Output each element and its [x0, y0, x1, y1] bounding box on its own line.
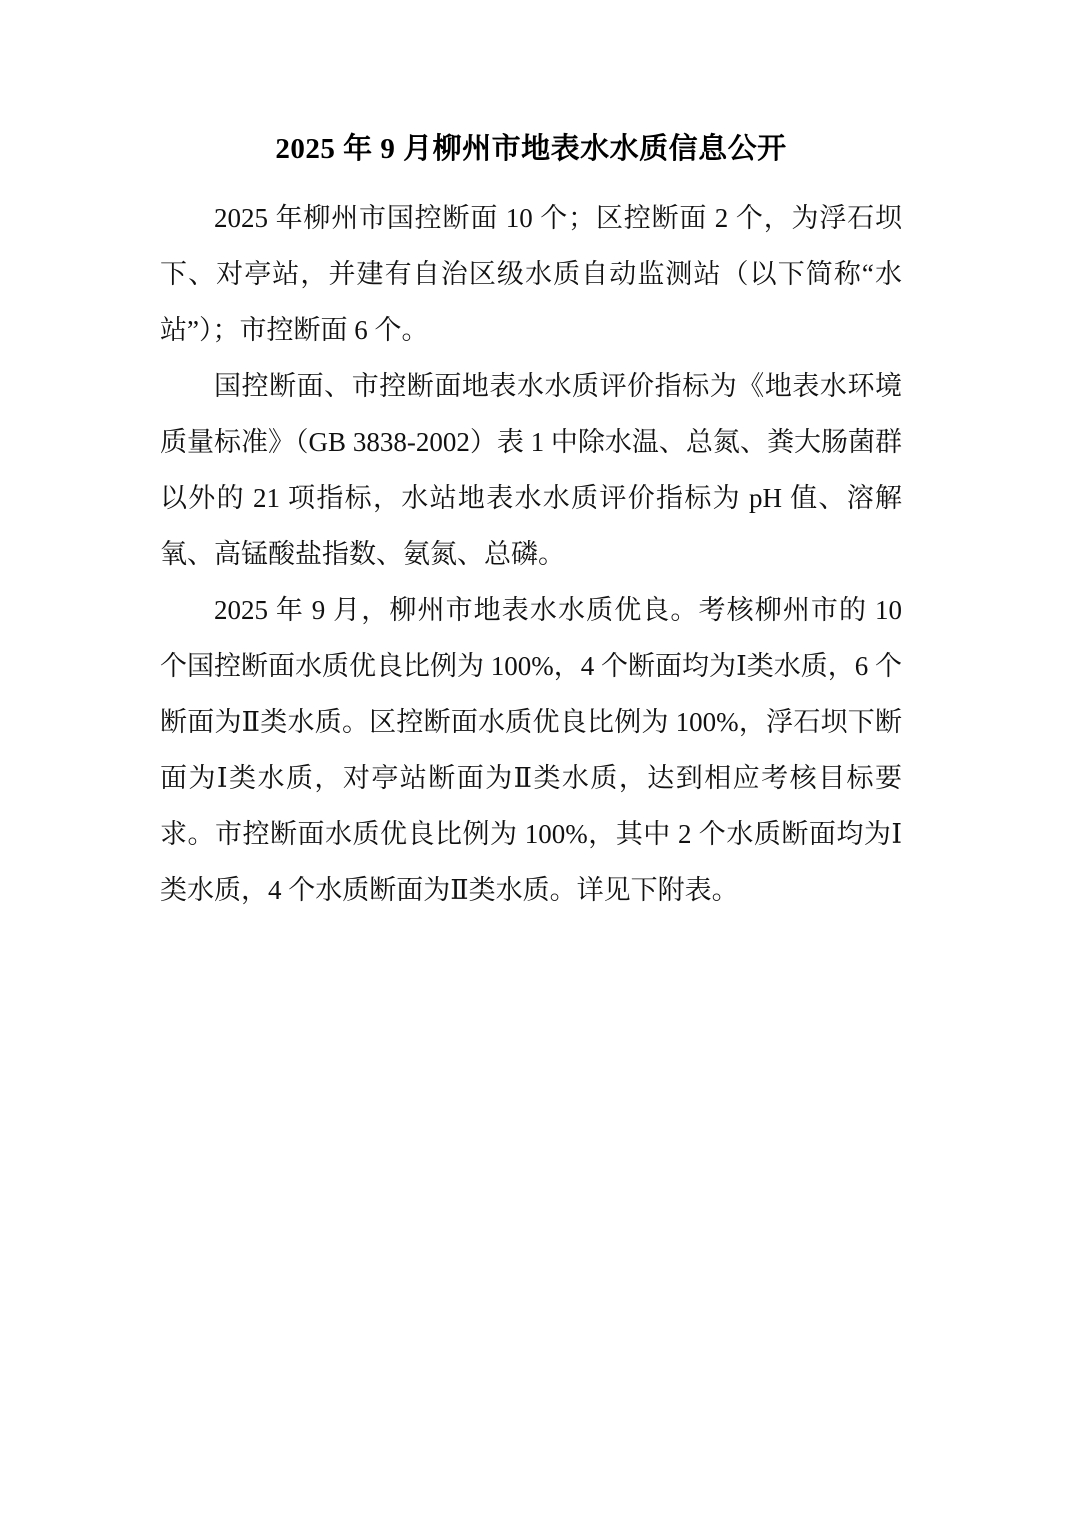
- document-title: 2025 年 9 月柳州市地表水水质信息公开: [275, 133, 787, 165]
- paragraph-evaluation-standards: 国控断面、市控断面地表水水质评价指标为《地表水环境质量标准》（GB 3838-2002）表 1 中除水温、总氮、粪大肠菌群以外的 21 项指标，水站地表水水质评价指标为 pH 值、溶解氧、高锰酸盐指数、氨氮、总磷。: [160, 371, 902, 569]
- paragraph-quality-results: 2025 年 9 月，柳州市地表水水质优良。考核柳州市的 10 个国控断面水质优良比例为 100%，4 个断面均为Ⅰ类水质，6 个断面为Ⅱ类水质。区控断面水质优良比例为 100%，浮石坝下断面为Ⅰ类水质，对亭站断面为Ⅱ类水质，达到相应考核目标要求。市控断面水质优良比例为 100%，其中 2 个水质断面均为Ⅰ类水质，4 个水质断面为Ⅱ类水质。详见下附表。: [160, 595, 902, 905]
- paragraph-monitoring-sections-overview: 2025 年柳州市国控断面 10 个；区控断面 2 个，为浮石坝下、对亭站，并建有自治区级水质自动监测站（以下简称“水站”）；市控断面 6 个。: [160, 203, 902, 345]
